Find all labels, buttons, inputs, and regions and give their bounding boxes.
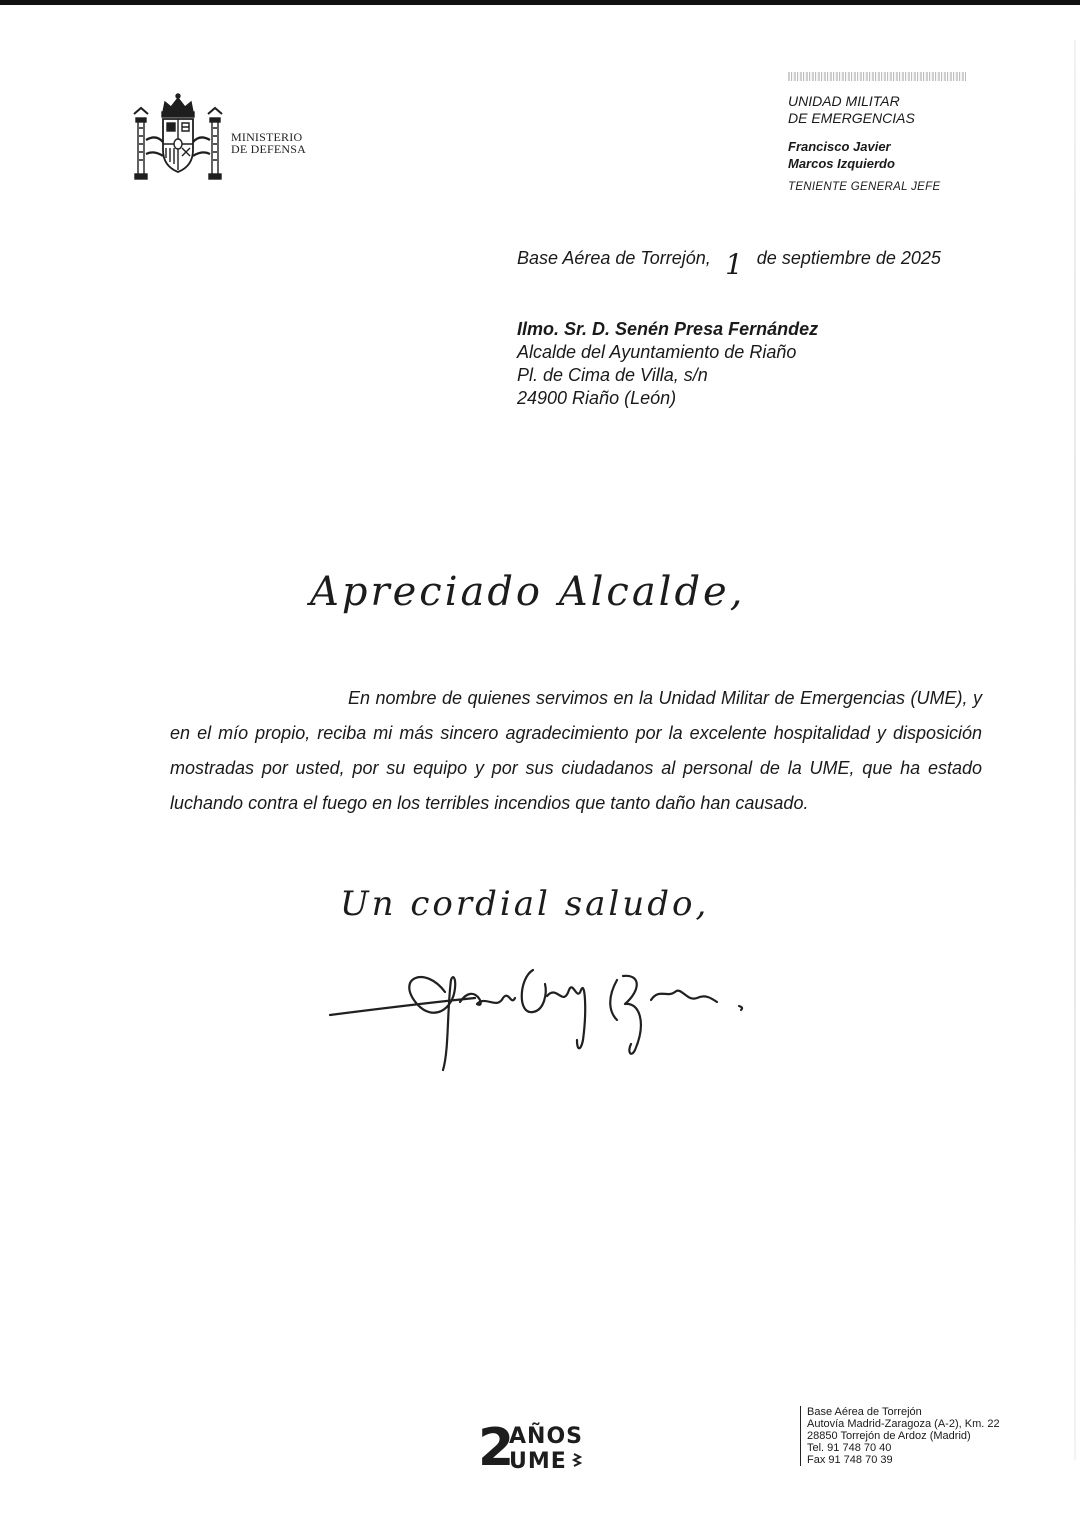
footer-line: 28850 Torrejón de Ardoz (Madrid) bbox=[807, 1430, 971, 1442]
unit-name-line: DE EMERGENCIAS bbox=[788, 110, 915, 126]
date-line bbox=[517, 248, 941, 280]
recipient-title: Alcalde del Ayuntamiento de Riaño bbox=[517, 342, 797, 362]
unit-name-line: UNIDAD MILITAR bbox=[788, 93, 900, 109]
letter-body bbox=[170, 681, 982, 821]
svg-text:AÑOS: AÑOS bbox=[509, 1424, 583, 1449]
svg-text:Un cordial saludo,: Un cordial saludo, bbox=[340, 884, 710, 924]
handwritten-day bbox=[714, 248, 754, 280]
page-edge bbox=[1074, 40, 1076, 1460]
sender-block bbox=[788, 72, 988, 193]
sender-name-line: Francisco Javier bbox=[788, 139, 891, 154]
handwritten-closing bbox=[335, 870, 775, 940]
svg-text:1: 1 bbox=[724, 248, 743, 280]
recipient-name: Ilmo. Sr. D. Senén Presa Fernández bbox=[517, 319, 819, 339]
date-month-year: de septiembre de 2025 bbox=[756, 248, 941, 268]
footer-line: Autovía Madrid-Zaragoza (A-2), Km. 22 bbox=[807, 1418, 1000, 1430]
recipient-city: 24900 Riaño (León) bbox=[517, 388, 677, 408]
body-paragraph: En nombre de quienes servimos en la Unidad Militar de Emergencias (UME), y en el mío propio, reciba mi más sincero agradecimiento por la excelente hospitalidad y disposición mostradas por usted, por su equipo y por sus ciudadanos al personal de la UME, que ha estado luchando contra el fuego en los terribles incendios que tanto daño han causado. bbox=[170, 688, 982, 813]
svg-text:UME: UME bbox=[509, 1449, 567, 1472]
svg-text:2: 2 bbox=[478, 1418, 515, 1472]
ministry-line: DE DEFENSA bbox=[231, 142, 307, 156]
footer-line: Base Aérea de Torrejón bbox=[807, 1406, 922, 1418]
footer-line: Tel. 91 748 70 40 bbox=[807, 1442, 892, 1454]
sender-name bbox=[788, 138, 988, 172]
svg-text:Apreciado Alcalde,: Apreciado Alcalde, bbox=[310, 569, 746, 615]
sender-rank: TENIENTE GENERAL JEFE bbox=[788, 181, 941, 193]
recipient-block bbox=[517, 318, 818, 410]
ministry-name bbox=[231, 131, 306, 155]
handwritten-salutation bbox=[300, 555, 770, 635]
sender-name-line: Marcos Izquierdo bbox=[788, 156, 895, 171]
top-border bbox=[0, 0, 1080, 5]
coat-of-arms-icon bbox=[130, 92, 226, 188]
signature bbox=[325, 940, 765, 1080]
footer-line: Fax 91 748 70 39 bbox=[807, 1454, 893, 1466]
header-stripe bbox=[788, 72, 966, 81]
date-place: Base Aérea de Torrejón, bbox=[517, 248, 711, 268]
recipient-street: Pl. de Cima de Villa, s/n bbox=[517, 365, 708, 385]
ume-20-anos-logo bbox=[476, 1418, 588, 1472]
ministry-line: MINISTERIO bbox=[231, 130, 303, 144]
footer-address bbox=[800, 1406, 1000, 1466]
